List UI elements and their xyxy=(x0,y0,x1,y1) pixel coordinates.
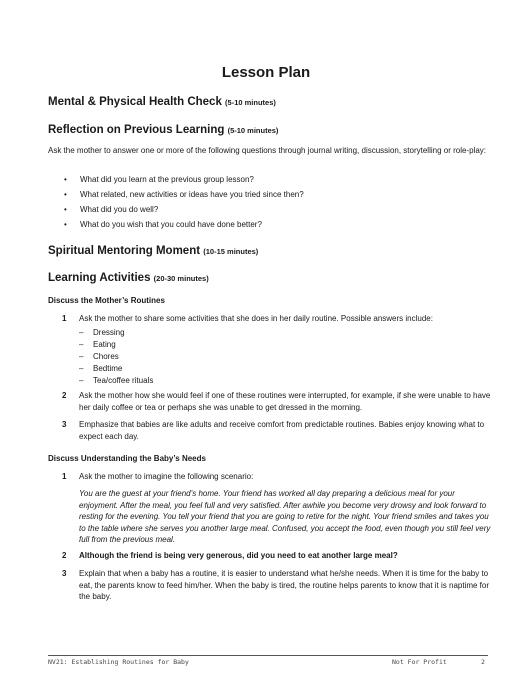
section-heading-reflection xyxy=(48,124,278,136)
section-title: Mental & Physical Health Check xyxy=(48,96,222,108)
numbered-item: Ask the mother to imagine the following scenario: xyxy=(79,472,254,481)
section-time: (20-30 minutes) xyxy=(153,274,209,283)
bullet-icon: • xyxy=(64,205,67,214)
page-number: 2 xyxy=(481,658,485,666)
section-title: Spiritual Mentoring Moment xyxy=(48,245,201,257)
item-number: 3 xyxy=(62,420,67,429)
item-number: 2 xyxy=(62,391,67,400)
dash-icon: – xyxy=(79,328,84,337)
section-title: Learning Activities xyxy=(48,272,151,284)
numbered-item: Explain that when a baby has a routine, it is easier to understand what he/she needs. When it is time for the baby to eat, the parents know to feed him/her. When the baby is tired, the routine helps parents to know that it is naptime for the baby. xyxy=(79,569,490,601)
footer-title: NV21: Establishing Routines for Baby xyxy=(48,658,189,666)
numbered-item: Ask the mother to share some activities that she does in her daily routine. Possible answers include: xyxy=(79,314,433,323)
dash-icon: – xyxy=(79,376,84,385)
item-number: 3 xyxy=(62,569,67,578)
numbered-item: Emphasize that babies are like adults and receive comfort from predictable routines. Babies enjoy knowing what to expect each day. xyxy=(79,420,485,441)
bullet-icon: • xyxy=(64,220,67,229)
section-heading-learning xyxy=(48,272,209,284)
page-title: Lesson Plan xyxy=(221,64,311,81)
document-page: Lesson Plan Mental & Physical Health Check (5-10 minutes) Reflection on Previous Learning (5-10 minutes) Ask the mother to answer one or more of the following questions through journal writing, discussion, storytelling or role-play: • What did you learn at the previous group lesson? • What related, new activities or ideas have you tried since then? • What did you do well? • What do you wish that you could have done better? Spiritual Mentoring Moment (10-15 minutes) Learning Activities (20-30 minutes) Discuss the Mother’s Routines 1 Ask the mother to share some activities that she does in her daily routine. Possible answers include: – Dressing – Eating – Chores – Bedtime – Tea/coffee rituals 2 Ask the mother how she would feel if one of these routines were interrupted, for example, if she were unable to have her daily coffee or tea or perhaps she was unable to get dressed in the morning. 3 Emphasize that babies are like adults and receive comfort from predictable routines. Babies enjoy knowing what to expect each day. Discuss Understanding the Baby’s Needs 1 Ask the mother to imagine the following scenario: You are the guest at your friend’s home. Your friend has worked all day preparing a delicious meal for your enjoyment. After the meal, you feel full and very satisfied. After awhile you become very drowsy and look forward to resting for the evening. You tell your friend that you are going to retire for the night. Your friend smiles and takes you to the table where she serves you another large meal. Confused, you accept the food, even though you still feel very full from the previous meal. 2 Although the friend is being very generous, did you need to eat another large meal? 3 Explain that when a baby has a routine, it is easier to understand what he/she needs. When it is time for the baby to eat, the parents know to feed him/her. When the baby is tired, the routine helps parents to know that it is naptime for the baby. NV21: Establishing Routines for Baby Not For Profit 2 xyxy=(0,0,532,688)
scenario-text: You are the guest at your friend’s home. Your friend has worked all day preparing a delicious meal for your enjoyment. After the meal, you feel full and very satisfied. After awhile you become very drowsy and look forward to resting for the evening. You tell your friend that you are going to retire for the night. Your friend smiles and takes you to the table where she serves you another large meal. Confused, you accept the food, even though you still feel very full from the previous meal. xyxy=(79,489,491,544)
section-time: (5-10 minutes) xyxy=(225,98,276,107)
section-heading-health-check xyxy=(48,96,276,108)
dash-icon: – xyxy=(79,364,84,373)
reflection-intro: Ask the mother to answer one or more of the following questions through journal writing, discussion, storytelling or role-play: xyxy=(48,146,486,155)
item-number: 1 xyxy=(62,472,67,481)
bullet-icon: • xyxy=(64,190,67,199)
section-time: (10-15 minutes) xyxy=(203,247,259,256)
bullet-icon: • xyxy=(64,175,67,184)
item-number: 2 xyxy=(62,551,67,560)
footer-notice: Not For Profit xyxy=(392,658,447,666)
section-time: (5-10 minutes) xyxy=(227,126,279,135)
subheading-routines: Discuss the Mother’s Routines xyxy=(48,296,165,305)
numbered-item: Although the friend is being very generous, did you need to eat another large meal? xyxy=(79,551,398,560)
dash-icon: – xyxy=(79,340,84,349)
numbered-item: Ask the mother how she would feel if one of these routines were interrupted, for example, if she were unable to have her daily coffee or tea or perhaps she was unable to get dressed in the morning. xyxy=(79,391,491,412)
item-number: 1 xyxy=(62,314,67,323)
dash-icon: – xyxy=(79,352,84,361)
footer-divider xyxy=(48,655,488,656)
section-heading-spiritual xyxy=(48,245,258,257)
section-title: Reflection on Previous Learning xyxy=(48,124,225,136)
subheading-baby-needs: Discuss Understanding the Baby’s Needs xyxy=(48,454,206,463)
